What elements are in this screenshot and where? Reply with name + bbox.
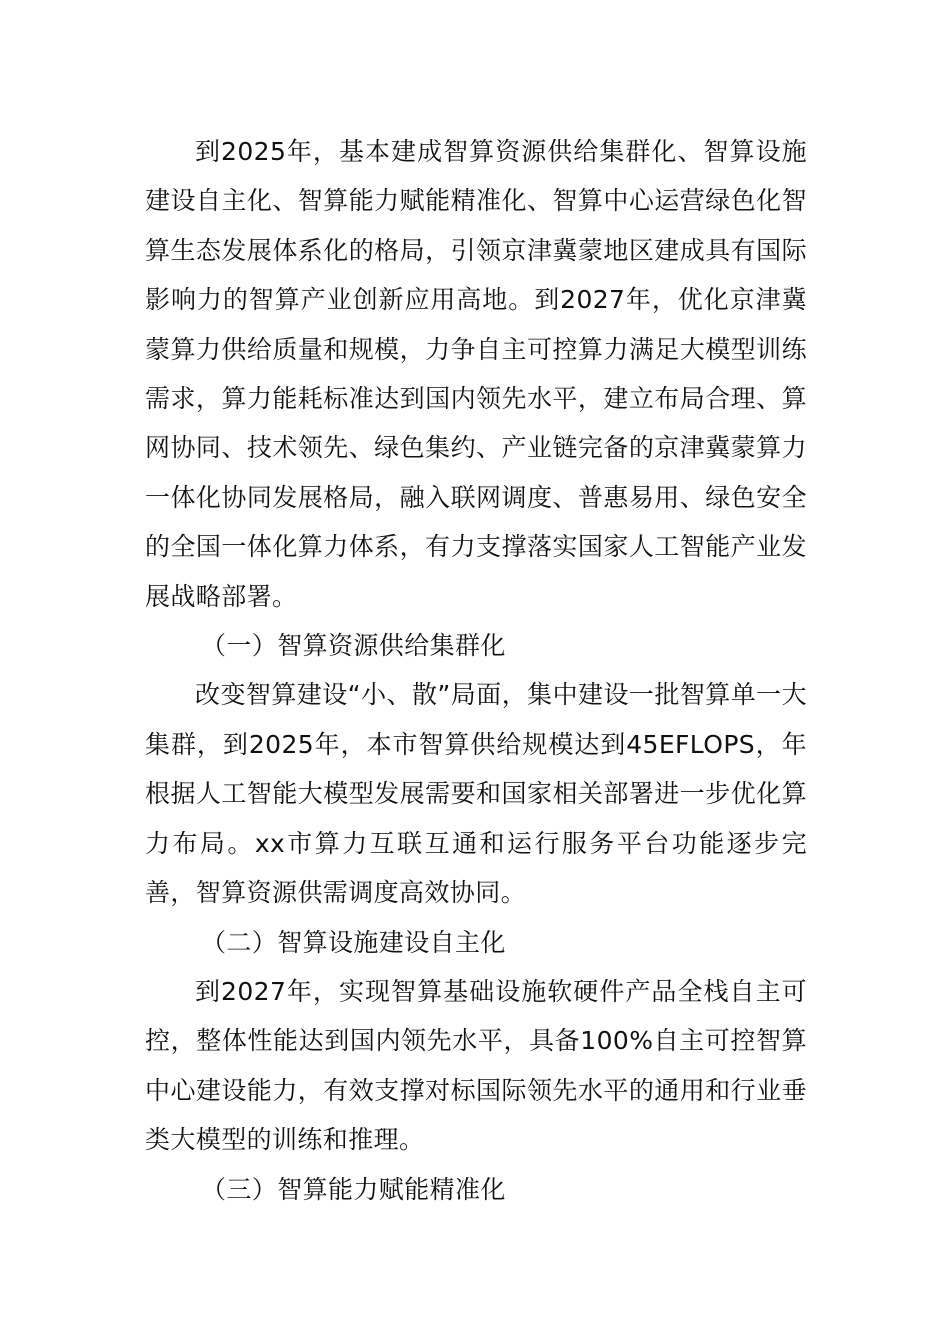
paragraph-infrastructure: 到2027年，实现智算基础设施软硬件产品全栈自主可控，整体性能达到国内领先水平，具备100%自主可控智算中心建设能力，有效支撑对标国际领先水平的通用和行业垂类大模型的训练和推理。 xyxy=(145,976,807,1155)
document-page xyxy=(145,127,807,1214)
paragraph-goals-2025-2027: 到2025年，基本建成智算资源供给集群化、智算设施建设自主化、智算能力赋能精准化、智算中心运营绿色化智算生态发展体系化的格局，引领京津冀蒙地区建成具有国际影响力的智算产业创新应用高地。到2027年，优化京津冀蒙算力供给质量和规模，力争自主可控算力满足大模型训练需求，算力能耗标准达到国内领先水平，建立布局合理、算网协同、技术领先、绿色集约、产业链完备的京津冀蒙算力一体化协同发展格局，融入联网调度、普惠易用、绿色安全的全国一体化算力体系，有力支撑落实国家人工智能产业发展战略部署。 xyxy=(145,137,807,611)
section-heading-3: （三）智算能力赋能精准化 xyxy=(201,1174,506,1204)
paragraph-resource-supply: 改变智算建设“小、散”局面，集中建设一批智算单一大集群，到2025年，本市智算供给规模达到45EFLOPS，年根据人工智能大模型发展需要和国家相关部署进一步优化算力布局。xx市算力互联互通和运行服务平台功能逐步完善，智算资源供需调度高效协同。 xyxy=(145,680,807,908)
section-heading-1: （一）智算资源供给集群化 xyxy=(201,631,506,661)
section-heading-2: （二）智算设施建设自主化 xyxy=(201,927,506,957)
